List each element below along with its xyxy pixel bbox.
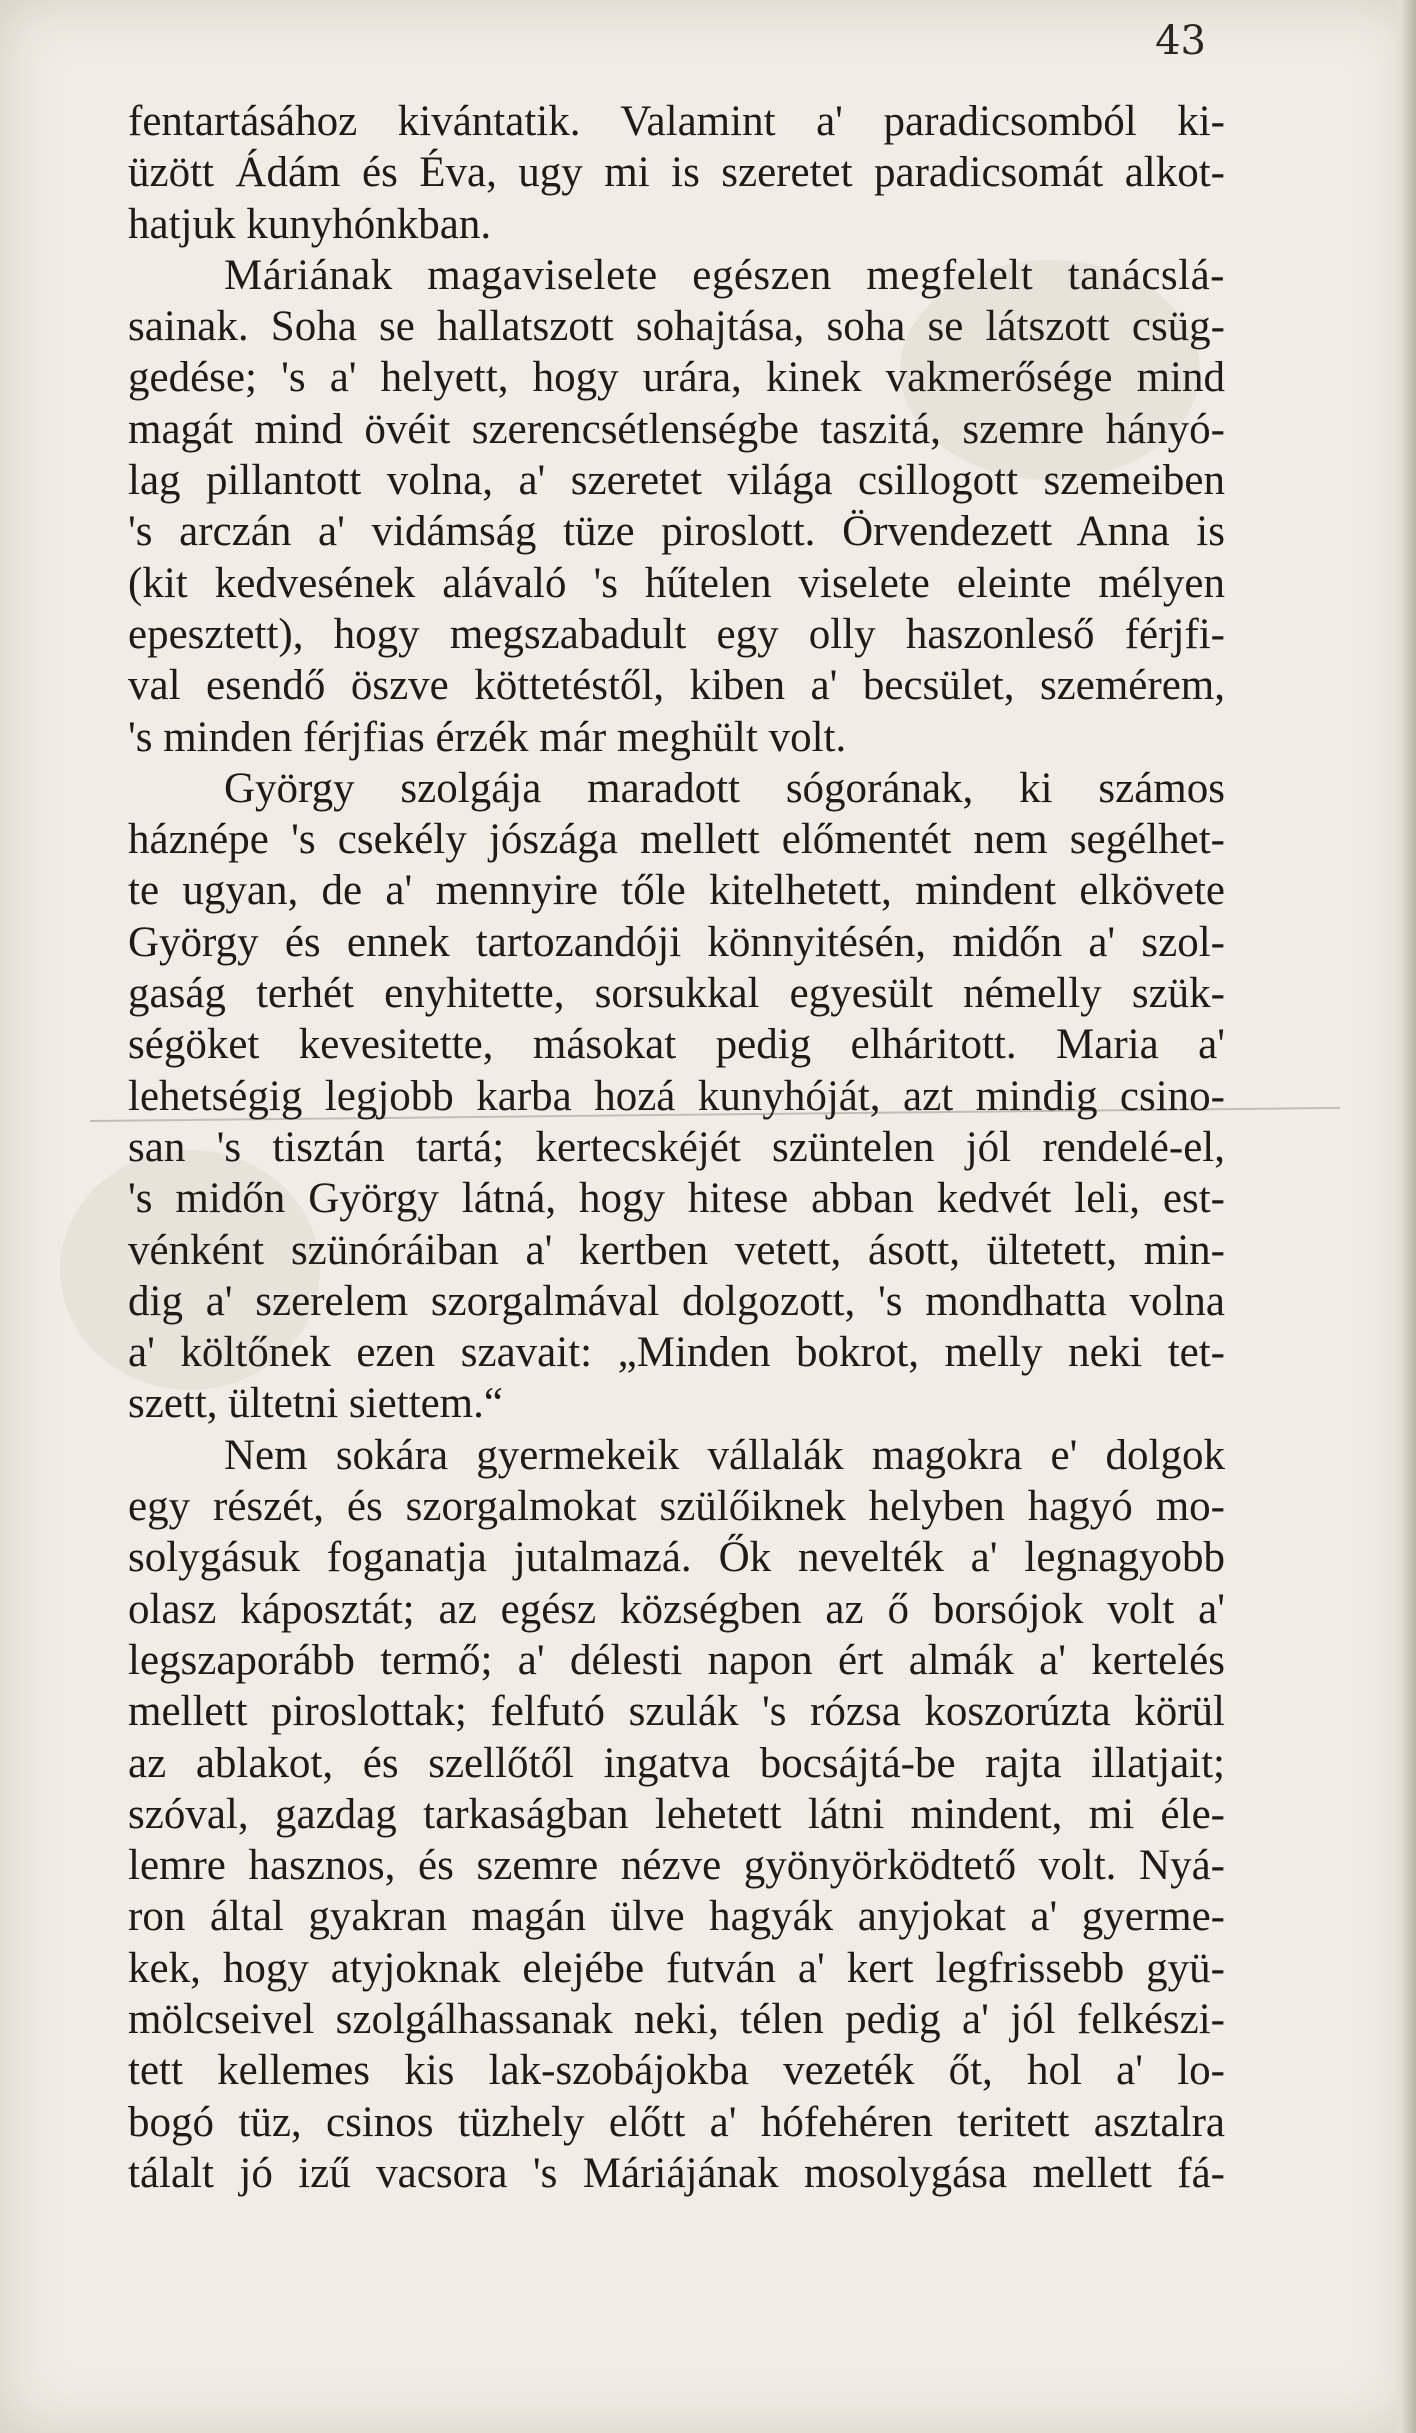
text-line: vénként szünóráiban a' kertben vetett, ásott, ültetett, min- bbox=[128, 1226, 1225, 1274]
text-line: val esendő öszve köttetéstől, kiben a' becsület, szemérem, bbox=[128, 662, 1225, 710]
text-line: fentartásához kivántatik. Valamint a' paradicsomból ki- bbox=[128, 98, 1225, 145]
text-line: ségöket kevesitette, másokat pedig elháritott. Maria a' bbox=[128, 1021, 1225, 1069]
page-number: 43 bbox=[1155, 18, 1206, 64]
text-line: hatjuk kunyhónkban. bbox=[128, 200, 492, 248]
body-text bbox=[128, 96, 1225, 2199]
text-line: solygásuk foganatja jutalmazá. Ők nevelték a' legnagyobb bbox=[128, 1534, 1225, 1582]
text-line: gaság terhét enyhitette, sorsukkal egyesült némelly szük- bbox=[128, 970, 1225, 1018]
text-line: kek, hogy atyjoknak elejébe futván a' kert legfrissebb gyü- bbox=[128, 1944, 1225, 1992]
text-line: (kit kedvesének alávaló 's hűtelen viselete eleinte mélyen bbox=[128, 559, 1225, 607]
text-line: bogó tüz, csinos tüzhely előtt a' hófehéren teritett asztalra bbox=[128, 2098, 1225, 2146]
text-line: az ablakot, és szellőtől ingatva bocsájtá-be rajta illatjait; bbox=[128, 1739, 1225, 1787]
text-line: 's minden férjfias érzék már meghült volt. bbox=[128, 713, 847, 761]
text-line: mölcseivel szolgálhassanak neki, télen pedig a' jól felkészi- bbox=[128, 1995, 1225, 2043]
text-line: 's arczán a' vidámság tüze piroslott. Örvendezett Anna is bbox=[128, 508, 1225, 556]
text-line: olasz káposztát; az egész községben az ő borsójok volt a' bbox=[128, 1585, 1225, 1633]
text-line: 's midőn György látná, hogy hitese abban kedvét leli, est- bbox=[128, 1175, 1225, 1223]
text-line: háznépe 's csekély jószága mellett előmentét nem segélhet- bbox=[128, 816, 1225, 864]
text-line: Máriának magaviselete egészen megfelelt tanácslá- bbox=[224, 251, 1225, 299]
text-line: legszaporább termő; a' délesti napon ért almák a' kertelés bbox=[128, 1636, 1225, 1684]
text-line: Nem sokára gyermekeik vállalák magokra e' dolgok bbox=[224, 1431, 1225, 1479]
text-line: sainak. Soha se hallatszott sohajtása, soha se látszott csüg- bbox=[128, 303, 1225, 351]
text-line: tálalt jó izű vacsora 's Máriájának mosolygása mellett fá- bbox=[128, 2149, 1225, 2197]
text-line: tett kellemes kis lak-szobájokba vezeték őt, hol a' lo- bbox=[128, 2047, 1225, 2095]
text-line: mellett piroslottak; felfutó szulák 's rózsa koszorúzta körül bbox=[128, 1688, 1225, 1736]
text-line: gedése; 's a' helyett, hogy urára, kinek vakmerősége mind bbox=[128, 354, 1225, 402]
text-line: György és ennek tartozandóji könnyitésén, midőn a' szol- bbox=[128, 918, 1225, 966]
text-line: szóval, gazdag tarkaságban lehetett látni mindent, mi éle- bbox=[128, 1790, 1225, 1838]
text-line: szett, ültetni siettem.“ bbox=[128, 1380, 503, 1428]
text-line: san 's tisztán tartá; kertecskéjét szüntelen jól rendelé-el, bbox=[128, 1123, 1225, 1171]
text-line: lemre hasznos, és szemre nézve gyönyörködtető volt. Nyá- bbox=[128, 1842, 1225, 1890]
text-line: lag pillantott volna, a' szeretet világa csillogott szemeiben bbox=[128, 457, 1225, 505]
text-line: üzött Ádám és Éva, ugy mi is szeretet paradicsomát alkot- bbox=[128, 149, 1225, 197]
text-line: a' költőnek ezen szavait: „Minden bokrot, melly neki tet- bbox=[128, 1329, 1225, 1377]
text-line: ron által gyakran magán ülve hagyák anyjokat a' gyerme- bbox=[128, 1893, 1225, 1941]
text-line: György szolgája maradott sógorának, ki számos bbox=[224, 764, 1225, 812]
text-line: epesztett), hogy megszabadult egy olly haszonleső férjfi- bbox=[128, 610, 1225, 658]
text-line: te ugyan, de a' mennyire tőle kitelhetett, mindent elkövete bbox=[128, 867, 1225, 915]
text-line: egy részét, és szorgalmokat szülőiknek helyben hagyó mo- bbox=[128, 1483, 1225, 1531]
text-line: dig a' szerelem szorgalmával dolgozott, 's mondhatta volna bbox=[128, 1277, 1225, 1325]
text-line: lehetségig legjobb karba hozá kunyhóját, azt mindig csino- bbox=[128, 1072, 1225, 1120]
text-line: magát mind övéit szerencsétlenségbe taszitá, szemre hányó- bbox=[128, 405, 1225, 453]
page-edge-shadow bbox=[1394, 0, 1416, 2433]
